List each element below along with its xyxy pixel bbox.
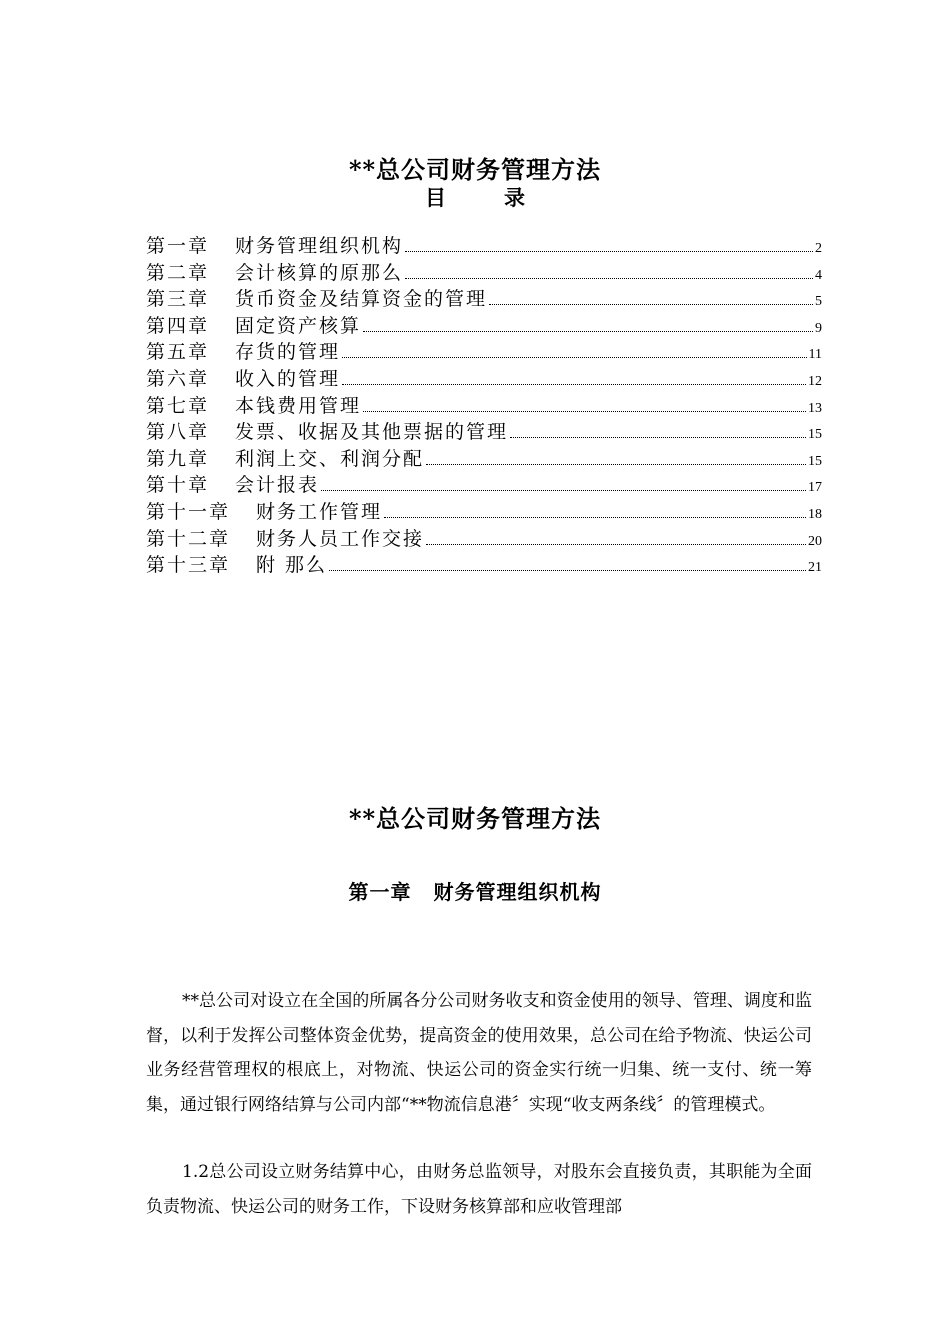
toc-page-number: 20 [808,533,822,549]
toc-chapter-title: 财务工作管理 [256,500,383,523]
table-of-contents [146,233,822,579]
toc-entry[interactable] [146,499,822,526]
toc-chapter-number: 第十二章 [146,527,231,550]
toc-dot-leader [342,383,806,385]
toc-dot-leader [489,303,813,305]
toc-entry[interactable] [146,552,822,579]
toc-entry[interactable] [146,393,822,420]
toc-entry[interactable] [146,472,822,499]
toc-chapter-number: 第五章 [146,341,210,364]
toc-heading-right: 录 [504,185,525,210]
toc-dot-leader [363,410,806,412]
body-title: **总公司财务管理方法 [348,804,602,833]
toc-entry[interactable] [146,233,822,260]
toc-chapter-title: 发票、收据及其他票据的管理 [235,421,509,444]
toc-chapter-title: 存货的管理 [235,341,341,364]
body-paragraph: **总公司对设立在全国的所属各分公司财务收支和资金使用的领导、管理、调度和监督，以利于发挥公司整体资金优势，提高资金的使用效果，总公司在给予物流、快运公司业务经营管理权的根底上，对物流、快运公司的资金实行统一归集、统一支付、统一筹集，通过银行网络结算与公司内部“**物流信息港〞实现“收支两条线〞的管理模式。 [146,991,812,1115]
toc-page-number: 18 [808,506,822,522]
toc-chapter-number: 第四章 [146,314,210,337]
toc-entry[interactable] [146,260,822,287]
toc-heading [0,182,950,212]
toc-dot-leader [384,516,806,518]
chapter-heading [0,876,950,905]
toc-entry[interactable] [146,313,822,340]
toc-chapter-number: 第八章 [146,421,210,444]
toc-entry[interactable] [146,526,822,553]
toc-page-number: 9 [815,320,822,336]
chapter-number: 第一章 [348,880,412,904]
toc-entry[interactable] [146,446,822,473]
toc-dot-leader [426,543,806,545]
toc-page-number: 12 [808,373,822,389]
toc-page-number: 2 [815,241,822,256]
toc-dot-leader [342,356,806,358]
toc-chapter-title: 附 那么 [256,554,328,577]
toc-chapter-number: 第一章 [146,235,210,257]
document-title: **总公司财务管理方法 [348,155,602,184]
toc-chapter-number: 第十三章 [146,554,231,577]
toc-entry[interactable] [146,339,822,366]
toc-chapter-number: 第六章 [146,367,210,390]
toc-chapter-title: 会计报表 [235,474,320,497]
toc-dot-leader [510,436,806,438]
toc-dot-leader [363,330,813,332]
toc-entry[interactable] [146,419,822,446]
toc-chapter-title: 会计核算的原那么 [235,261,404,284]
toc-page-number: 21 [808,560,822,576]
toc-page-number: 4 [815,267,822,283]
toc-heading-left: 目 [425,185,446,210]
toc-chapter-title: 本钱费用管理 [235,394,362,417]
toc-dot-leader [329,569,806,571]
toc-dot-leader [321,489,806,491]
body-paragraph: 1.2总公司设立财务结算中心，由财务总监领导，对股东会直接负责，其职能为全面负责物流、快运公司的财务工作，下设财务核算部和应收管理部 [146,1162,812,1217]
toc-page-number: 15 [808,453,822,469]
toc-chapter-title: 货币资金及结算资金的管理 [235,288,488,311]
toc-page-number: 11 [808,347,822,363]
toc-page-number: 15 [808,427,822,443]
toc-chapter-title: 财务管理组织机构 [235,235,404,257]
toc-page-number: 13 [808,400,822,416]
toc-page-number: 5 [815,294,822,310]
toc-chapter-number: 第十章 [146,474,210,497]
toc-chapter-number: 第三章 [146,288,210,311]
toc-chapter-number: 第二章 [146,261,210,284]
toc-entry[interactable] [146,286,822,313]
toc-chapter-title: 固定资产核算 [235,314,362,337]
toc-dot-leader [405,277,813,279]
toc-chapter-number: 第九章 [146,447,210,470]
toc-entry[interactable] [146,366,822,393]
toc-chapter-title: 财务人员工作交接 [256,527,425,550]
toc-dot-leader [426,463,806,465]
toc-chapter-title: 利润上交、利润分配 [235,447,425,470]
toc-chapter-title: 收入的管理 [235,367,341,390]
toc-page-number: 17 [808,480,822,496]
toc-dot-leader [405,250,813,252]
toc-chapter-number: 第十一章 [146,500,231,523]
chapter-title: 财务管理组织机构 [433,880,602,904]
toc-chapter-number: 第七章 [146,394,210,417]
